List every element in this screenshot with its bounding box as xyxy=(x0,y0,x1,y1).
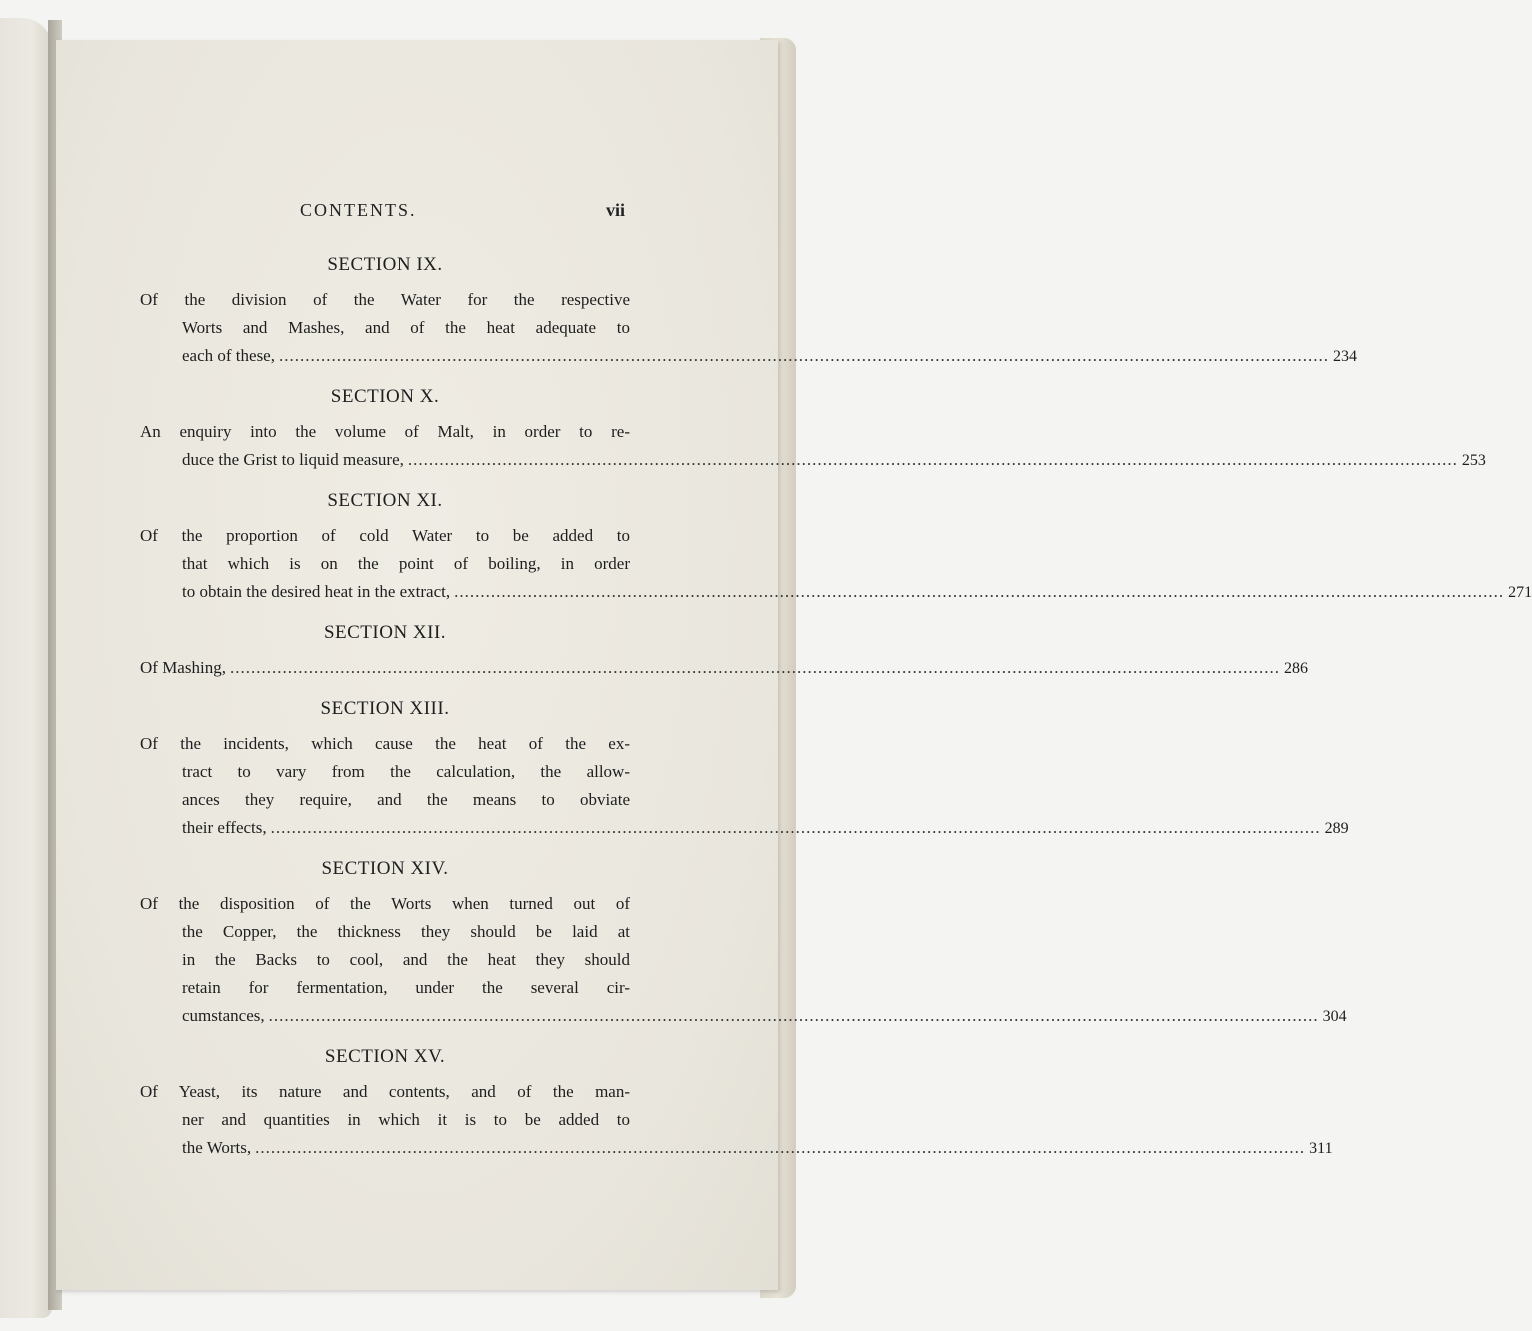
entry-page-number: 253 xyxy=(1461,452,1486,469)
facing-page-edge xyxy=(0,18,52,1318)
entry-text-line: ner and quantities in which it is to be added to xyxy=(182,1110,630,1129)
dot-leader: ........................................................................................................................................................................................................ xyxy=(278,346,1329,365)
dot-leader: ........................................................................................................................................................................................................ xyxy=(270,818,1321,837)
entry-text-line: that which is on the point of boiling, in order xyxy=(182,554,630,573)
toc-entry xyxy=(140,654,1308,682)
dot-leader: ........................................................................................................................................................................................................ xyxy=(454,582,1505,601)
page-title: CONTENTS. xyxy=(300,200,417,220)
running-header xyxy=(56,200,778,230)
entry-page-number: 311 xyxy=(1309,1140,1333,1157)
dot-leader: ........................................................................................................................................................................................................ xyxy=(407,450,1458,469)
entry-text-line: retain for fermentation, under the several cir- xyxy=(182,978,630,997)
entry-final-text: to obtain the desired heat in the extract, xyxy=(182,582,451,601)
table-of-contents xyxy=(140,250,1532,1174)
entry-text-line: Of Yeast, its nature and contents, and of the man- xyxy=(140,1082,630,1101)
toc-entry xyxy=(140,286,1357,370)
entry-text-line: ances they require, and the means to obviate xyxy=(182,790,630,809)
entry-page-number: 234 xyxy=(1332,348,1357,365)
section-heading: SECTION IX. xyxy=(327,254,443,275)
entry-final-text: duce the Grist to liquid measure, xyxy=(182,450,404,469)
entry-page-number: 271 xyxy=(1508,584,1532,601)
book-page xyxy=(56,40,1532,1290)
entry-text-line: Of the division of the Water for the respective xyxy=(140,290,630,309)
entry-final-text: the Worts, xyxy=(182,1138,252,1157)
entry-final-text: their effects, xyxy=(182,818,267,837)
section-heading: SECTION XIII. xyxy=(320,698,450,719)
dot-leader: ........................................................................................................................................................................................................ xyxy=(268,1006,1319,1025)
section-heading: SECTION XV. xyxy=(324,1046,446,1067)
entry-final-text: Of Mashing, xyxy=(140,658,226,677)
entry-leader-line xyxy=(140,814,1349,842)
entry-text-line: Worts and Mashes, and of the heat adequate to xyxy=(182,318,630,337)
section-heading: SECTION XIV. xyxy=(321,858,449,879)
entry-leader-line xyxy=(140,1134,1333,1162)
entry-text-line: Of the incidents, which cause the heat of the ex- xyxy=(140,734,630,753)
dot-leader: ........................................................................................................................................................................................................ xyxy=(255,1138,1306,1157)
entry-page-number: 286 xyxy=(1283,660,1308,677)
entry-page-number: 289 xyxy=(1324,820,1349,837)
entry-text-line: An enquiry into the volume of Malt, in order to re- xyxy=(140,422,630,441)
entry-leader-line xyxy=(140,654,1308,682)
section-heading: SECTION XI. xyxy=(327,490,443,511)
dot-leader: ........................................................................................................................................................................................................ xyxy=(229,658,1280,677)
entry-text-line: the Copper, the thickness they should be laid at xyxy=(182,922,630,941)
entry-text-line: Of the disposition of the Worts when turned out of xyxy=(140,894,630,913)
entry-text-line: Of the proportion of cold Water to be added to xyxy=(140,526,630,545)
page-number: vii xyxy=(606,200,626,220)
toc-entry xyxy=(140,730,1349,842)
entry-leader-line xyxy=(140,342,1357,370)
section-heading: SECTION X. xyxy=(330,386,440,407)
toc-entry xyxy=(140,890,1347,1030)
entry-text-line: tract to vary from the calculation, the allow- xyxy=(182,762,630,781)
entry-final-text: each of these, xyxy=(182,346,275,365)
section-heading: SECTION XII. xyxy=(323,622,447,643)
entry-leader-line xyxy=(140,1002,1347,1030)
toc-entry xyxy=(140,522,1532,606)
entry-leader-line xyxy=(140,446,1486,474)
entry-leader-line xyxy=(140,578,1532,606)
toc-entry xyxy=(140,1078,1333,1162)
entry-page-number: 304 xyxy=(1322,1008,1347,1025)
entry-text-line: in the Backs to cool, and the heat they should xyxy=(182,950,630,969)
entry-final-text: cumstances, xyxy=(182,1006,265,1025)
toc-entry xyxy=(140,418,1486,474)
